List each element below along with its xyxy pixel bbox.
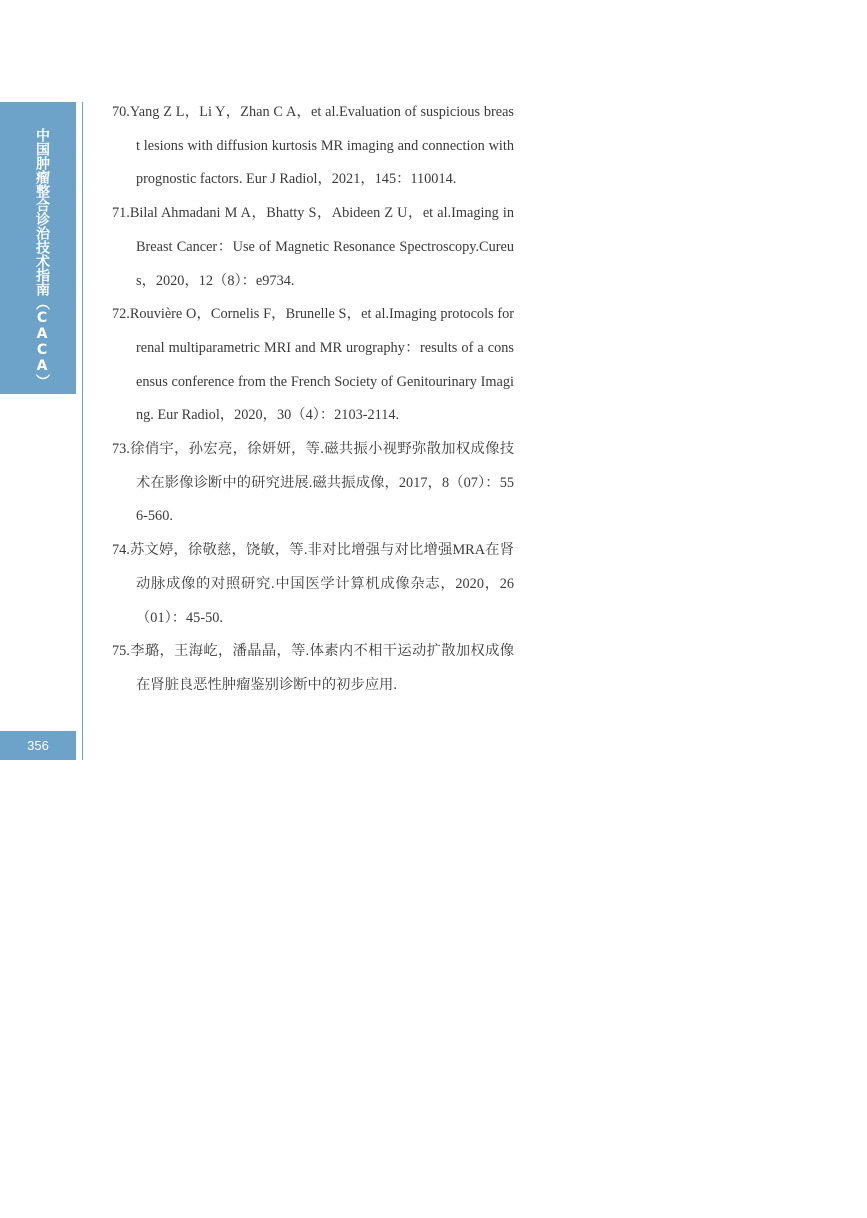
reference-74: [112, 534, 514, 635]
reference-text: Yang Z L，Li Y，Zhan C A，et al.Evaluation of suspicious breast lesions with diffusion kurtosis MR imaging and connection with prognostic factors. Eur J Radiol，2021，145：110014.: [129, 104, 514, 188]
reference-75: [112, 635, 514, 702]
reference-71: [112, 197, 514, 298]
page-number: 356: [27, 738, 49, 753]
reference-text: 徐俏宇，孙宏亮，徐妍妍，等.磁共振小视野弥散加权成像技术在影像诊断中的研究进展.磁共振成像，2017，8（07）：556-560.: [129, 441, 514, 525]
reference-number: 74.: [112, 542, 130, 559]
reference-number: 70.: [112, 104, 130, 120]
vertical-rule: [82, 102, 83, 760]
reference-number: 71.: [112, 205, 130, 222]
reference-text: 苏文婷，徐敬慈，饶敏，等.非对比增强与对比增强MRA在肾动脉成像的对照研究.中国医学计算机成像杂志，2020，26（01）：45-50.: [129, 542, 514, 626]
reference-list: [112, 96, 514, 703]
reference-72: [112, 298, 514, 433]
reference-text: Rouvière O，Cornelis F，Brunelle S，et al.Imaging protocols for renal multiparametric MRI and MR urography：results of a consensus conference from the French Society of Genitourinary Imaging. Eur Radiol，2020，30（4）：2103-2114.: [129, 306, 514, 424]
reference-text: 李璐，王海屹，潘晶晶，等.体素内不相干运动扩散加权成像在肾脏良恶性肿瘤鉴别诊断中的初步应用.: [129, 643, 514, 693]
reference-number: 75.: [112, 643, 130, 660]
reference-number: 73.: [112, 441, 130, 458]
reference-70: [112, 96, 514, 197]
reference-73: [112, 433, 514, 534]
reference-text: Bilal Ahmadani M A，Bhatty S，Abideen Z U，et al.Imaging in Breast Cancer：Use of Magnetic Resonance Spectroscopy.Cureus，2020，12（8）：e9734.: [129, 205, 514, 289]
reference-number: 72.: [112, 306, 130, 323]
sidebar-title: 中国肿瘤整合诊治技术指南（CACA）: [34, 128, 50, 388]
